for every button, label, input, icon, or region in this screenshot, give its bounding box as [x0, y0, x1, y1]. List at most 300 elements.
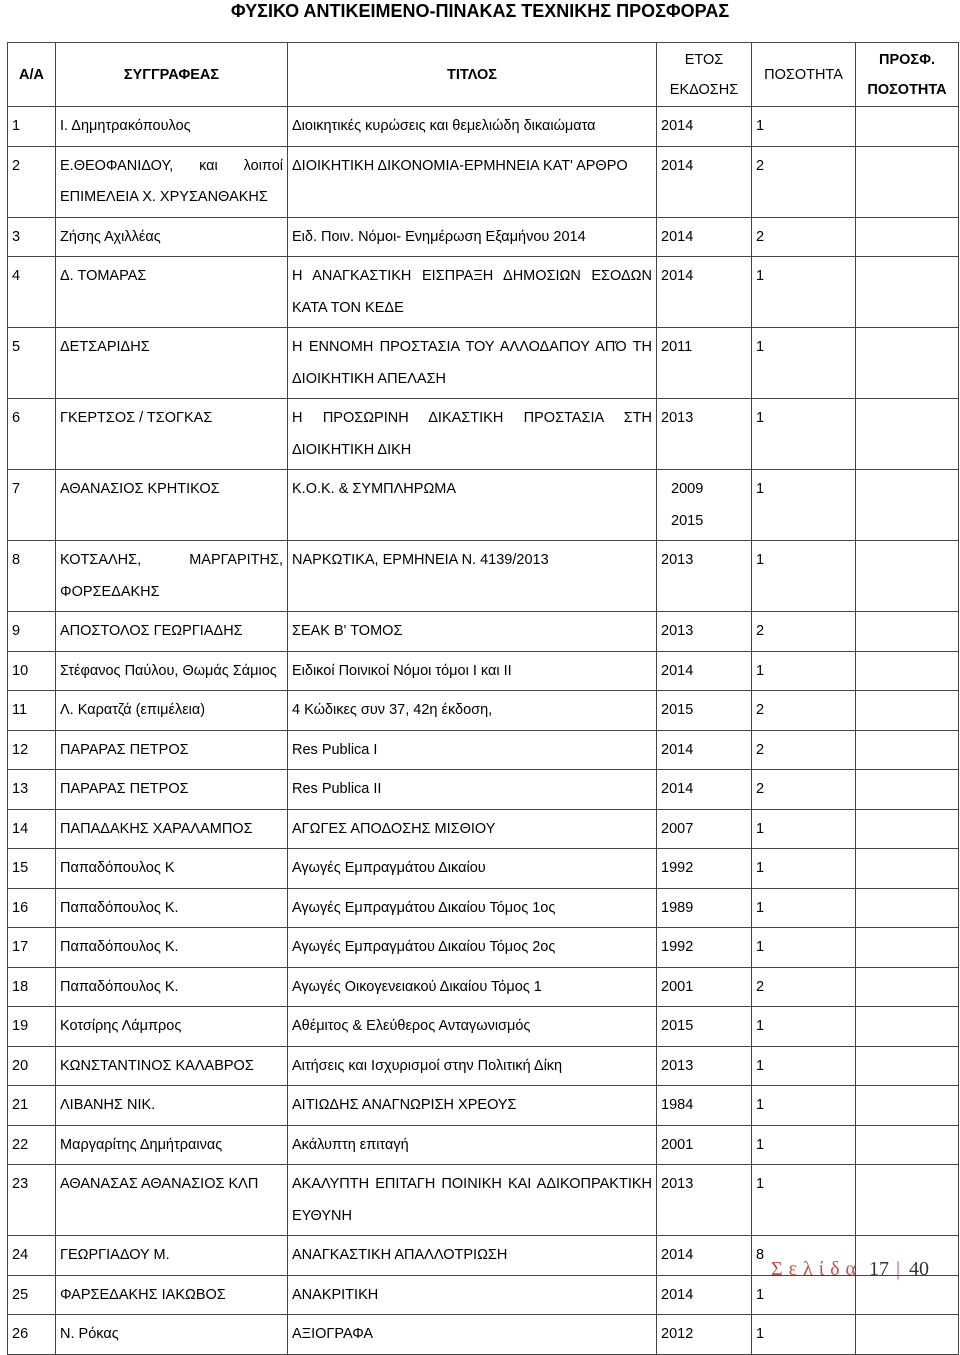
offer-quantity-cell: [856, 849, 959, 889]
year-cell: [657, 1315, 752, 1355]
row-number-cell: [8, 651, 56, 691]
row-number-cell: [8, 730, 56, 770]
title-cell: [288, 691, 657, 731]
quantity-cell-text: 1: [756, 552, 765, 568]
title-cell: [288, 1315, 657, 1355]
row-number-cell-text: 1: [12, 118, 21, 134]
author-cell: [56, 967, 288, 1007]
author-cell: [56, 107, 288, 147]
quantity-cell-text: 1: [756, 820, 765, 837]
quantity-cell-text: 2: [756, 702, 765, 718]
author-cell-text: ΚΩΝΣΤΑΝΤΙΝΟΣ ΚΑΛΑΒΡΟΣ: [60, 1057, 254, 1074]
row-number-cell: [8, 1086, 56, 1126]
title-cell-text: ΑΝΑΓΚΑΣΤΙΚΗ ΑΠΑΛΛΟΤΡΙΩΣΗ: [292, 1247, 508, 1263]
title-cell: [288, 107, 657, 147]
author-cell-text: Παπαδόπουλος Κ: [60, 860, 175, 876]
title-cell: [288, 1086, 657, 1126]
row-number-cell-text: 15: [12, 860, 29, 876]
title-cell-text: Αιτήσεις και Ισχυρισμοί στην Πολιτική Δίκη: [292, 1057, 563, 1074]
row-number-cell-text: 24: [12, 1247, 29, 1263]
row-number-cell: [8, 691, 56, 731]
year-cell-text: 1992: [661, 939, 694, 955]
year-cell: [657, 809, 752, 849]
table-row: [8, 651, 959, 691]
author-cell-text: ΚΟΤΣΑΛΗΣ, ΜΑΡΓΑΡΙΤΗΣ, ΦΟΡΣΕΔΑΚΗΣ: [60, 552, 283, 600]
quantity-cell: [752, 328, 856, 399]
table-row: [8, 1125, 959, 1165]
table-row: [8, 470, 959, 541]
author-cell: [56, 399, 288, 470]
year-cell-text: 2014: [661, 228, 694, 245]
year-cell: [657, 770, 752, 810]
quantity-cell: [752, 1165, 856, 1236]
title-cell: [288, 770, 657, 810]
quantity-cell: [752, 470, 856, 541]
quantity-cell-text: 1: [756, 1326, 765, 1342]
offer-quantity-cell: [856, 107, 959, 147]
title-cell-text: ΑΝΑΚΡΙΤΙΚΗ: [292, 1286, 379, 1303]
quantity-cell: [752, 770, 856, 810]
quantity-cell-text: 1: [756, 860, 765, 876]
author-cell: [56, 1046, 288, 1086]
author-cell: [56, 470, 288, 541]
quantity-cell-text: 1: [756, 899, 765, 916]
author-cell: [56, 730, 288, 770]
author-cell: [56, 257, 288, 328]
row-number-cell: [8, 1125, 56, 1165]
author-cell: [56, 770, 288, 810]
quantity-cell: [752, 691, 856, 731]
year-cell: [657, 146, 752, 217]
author-cell: [56, 612, 288, 652]
table-row: [8, 399, 959, 470]
author-cell-text: Στέφανος Παύλου, Θωμάς Σάμιος: [60, 662, 277, 679]
title-cell: [288, 1007, 657, 1047]
title-cell-text: Κ.Ο.Κ. & ΣΥΜΠΛΗΡΩΜΑ: [292, 481, 457, 497]
offer-quantity-cell: [856, 967, 959, 1007]
table-row: [8, 1046, 959, 1086]
table-header-row: [8, 43, 959, 107]
quantity-cell: [752, 612, 856, 652]
title-cell-text: Η ΑΝΑΓΚΑΣΤΙΚΗ ΕΙΣΠΡΑΞΗ ΔΗΜΟΣΙΩΝ ΕΣΟΔΩΝ ΚΑΤΑ ΤΟΝ ΚΕΔΕ: [292, 268, 652, 316]
year-cell-text: 2014: [661, 1247, 694, 1263]
title-cell-text: Αθέμιτος & Ελεύθερος Ανταγωνισμός: [292, 1018, 531, 1034]
table-row: [8, 967, 959, 1007]
title-cell-text: ΝΑΡΚΩΤΙΚΑ, ΕΡΜΗΝΕΙΑ Ν. 4139/2013: [292, 552, 549, 568]
author-cell-text: Ν. Ρόκας: [60, 1326, 119, 1342]
year-cell-text: 2001: [661, 978, 694, 995]
year-cell: [657, 257, 752, 328]
year-cell-text-2: 2015: [671, 512, 704, 529]
title-cell: [288, 541, 657, 612]
year-cell-text: 2013: [661, 623, 694, 639]
quantity-cell-text: 1: [756, 1176, 765, 1192]
year-cell: [657, 651, 752, 691]
author-cell: [56, 541, 288, 612]
header-year-line2: ΕΚΔΟΣΗΣ: [669, 81, 739, 98]
row-number-cell-text: 8: [12, 552, 21, 568]
author-cell-text: ΑΘΑΝΑΣΙΟΣ ΚΡΗΤΙΚΟΣ: [60, 481, 220, 497]
quantity-cell: [752, 217, 856, 257]
year-cell-text: 2014: [661, 118, 694, 134]
author-cell-text: Μαργαρίτης Δημήτραινας: [60, 1136, 223, 1153]
author-cell: [56, 691, 288, 731]
title-cell: [288, 612, 657, 652]
author-cell: [56, 928, 288, 968]
year-cell-text: 2007: [661, 820, 694, 837]
quantity-cell-text: 1: [756, 481, 765, 497]
table-row: [8, 849, 959, 889]
quantity-cell: [752, 928, 856, 968]
author-cell-text: ΠΑΡΑΡΑΣ ΠΕΤΡΟΣ: [60, 781, 189, 797]
offer-quantity-cell: [856, 146, 959, 217]
year-cell: [657, 1086, 752, 1126]
row-number-cell: [8, 1315, 56, 1355]
quantity-cell: [752, 1007, 856, 1047]
author-cell: [56, 328, 288, 399]
year-cell: [657, 730, 752, 770]
table-row: [8, 770, 959, 810]
row-number-cell-text: 3: [12, 228, 21, 245]
row-number-cell-text: 16: [12, 899, 29, 916]
quantity-cell-text: 1: [756, 118, 765, 134]
header-offer-qty: [856, 43, 959, 107]
page-number: 17: [869, 1258, 890, 1280]
row-number-cell-text: 9: [12, 623, 21, 639]
quantity-cell-text: 2: [756, 623, 765, 639]
title-cell-text: Res Publica II: [292, 781, 382, 797]
title-cell: [288, 1046, 657, 1086]
year-cell-text: 2001: [661, 1136, 694, 1153]
quantity-cell-text: 1: [756, 1136, 765, 1153]
year-cell-text: 2014: [661, 268, 694, 284]
row-number-cell-text: 21: [12, 1097, 29, 1113]
table-row: [8, 730, 959, 770]
quantity-cell-text: 1: [756, 1286, 765, 1303]
quantity-cell: [752, 967, 856, 1007]
year-cell-text: 2014: [661, 157, 694, 174]
quantity-cell: [752, 730, 856, 770]
quantity-cell: [752, 1125, 856, 1165]
year-cell-text: 1984: [661, 1097, 694, 1113]
offer-quantity-cell: [856, 612, 959, 652]
row-number-cell: [8, 257, 56, 328]
row-number-cell: [8, 967, 56, 1007]
year-cell-text: 2012: [661, 1326, 694, 1342]
row-number-cell-text: 25: [12, 1286, 29, 1303]
offer-quantity-cell: [856, 730, 959, 770]
author-cell-text: Ε.ΘΕΟΦΑΝΙΔΟΥ, και λοιποί ΕΠΙΜΕΛΕΙΑ Χ. ΧΡΥΣΑΝΘΑΚΗΣ: [60, 157, 283, 205]
author-cell-text: ΑΘΑΝΑΣΑΣ ΑΘΑΝΑΣΙΟΣ ΚΛΠ: [60, 1176, 259, 1192]
quantity-cell: [752, 849, 856, 889]
row-number-cell-text: 22: [12, 1136, 29, 1153]
row-number-cell: [8, 541, 56, 612]
quantity-cell: [752, 809, 856, 849]
header-offer-line2: ΠΟΣΟΤΗΤΑ: [867, 81, 947, 98]
author-cell-text: ΛΙΒΑΝΗΣ ΝΙΚ.: [60, 1097, 156, 1113]
year-cell-text: 2015: [661, 702, 694, 718]
offer-quantity-cell: [856, 651, 959, 691]
row-number-cell-text: 10: [12, 662, 29, 679]
row-number-cell: [8, 470, 56, 541]
year-cell: [657, 217, 752, 257]
row-number-cell: [8, 612, 56, 652]
title-cell: [288, 1125, 657, 1165]
table-row: [8, 691, 959, 731]
quantity-cell-text: 1: [756, 939, 765, 955]
author-cell: [56, 849, 288, 889]
row-number-cell: [8, 888, 56, 928]
quantity-cell-text: 1: [756, 1018, 765, 1034]
author-cell-text: ΦΑΡΣΕΔΑΚΗΣ ΙΑΚΩΒΟΣ: [60, 1286, 226, 1303]
quantity-cell-text: 2: [756, 741, 765, 758]
row-number-cell-text: 14: [12, 820, 29, 837]
offer-quantity-cell: [856, 691, 959, 731]
table-row: [8, 809, 959, 849]
year-cell-text: 2014: [661, 781, 694, 797]
title-cell: [288, 809, 657, 849]
author-cell: [56, 1236, 288, 1276]
page-separator: |: [889, 1258, 910, 1280]
title-cell-text: ΔΙΟΙΚΗΤΙΚΗ ΔΙΚΟΝΟΜΙΑ-ΕΡΜΗΝΕΙΑ ΚΑΤ' ΑΡΘΡΟ: [292, 157, 628, 174]
row-number-cell: [8, 770, 56, 810]
row-number-cell: [8, 1007, 56, 1047]
quantity-cell: [752, 399, 856, 470]
year-cell-text: 2014: [661, 662, 694, 679]
quantity-cell: [752, 651, 856, 691]
quantity-cell: [752, 1086, 856, 1126]
row-number-cell-text: 7: [12, 481, 21, 497]
author-cell: [56, 888, 288, 928]
year-cell-text: 2011: [661, 339, 693, 355]
year-cell-text: 2014: [661, 1286, 694, 1303]
title-cell: [288, 257, 657, 328]
row-number-cell-text: 19: [12, 1018, 29, 1034]
row-number-cell-text: 23: [12, 1176, 29, 1192]
title-cell: [288, 146, 657, 217]
table-row: [8, 1315, 959, 1355]
year-cell: [657, 1275, 752, 1315]
title-cell-text: Ειδικοί Ποινικοί Νόμοι τόμοι Ι και ΙΙ: [292, 662, 512, 679]
year-cell-text: 2015: [661, 1018, 694, 1034]
row-number-cell-text: 2: [12, 157, 21, 174]
offer-quantity-cell: [856, 541, 959, 612]
row-number-cell: [8, 1165, 56, 1236]
title-cell-text: 4 Κώδικες συν 37, 42η έκδοση,: [292, 702, 493, 718]
header-aa: Α/Α: [8, 43, 56, 107]
row-number-cell-text: 11: [12, 702, 28, 718]
header-year-line1: ΕΤΟΣ: [684, 51, 724, 68]
author-cell-text: Παπαδόπουλος Κ.: [60, 978, 179, 995]
quantity-cell-text: 2: [756, 781, 765, 797]
quantity-cell: [752, 107, 856, 147]
quantity-cell-text: 1: [756, 410, 765, 426]
year-cell-text: 2013: [661, 552, 694, 568]
author-cell: [56, 809, 288, 849]
offer-quantity-cell: [856, 770, 959, 810]
author-cell: [56, 651, 288, 691]
offer-quantity-cell: [856, 1125, 959, 1165]
author-cell-text: Ι. Δημητρακόπουλος: [60, 118, 191, 134]
year-cell-text: 2013: [661, 1176, 694, 1192]
title-cell-text: ΑΞΙΟΓΡΑΦΑ: [292, 1326, 374, 1342]
year-cell: [657, 967, 752, 1007]
offer-quantity-cell: [856, 888, 959, 928]
title-cell-text: Διοικητικές κυρώσεις και θεμελιώδη δικαιώματα: [292, 118, 596, 134]
title-cell: [288, 888, 657, 928]
row-number-cell-text: 6: [12, 410, 21, 426]
header-offer-line1: ΠΡΟΣΦ.: [878, 51, 936, 68]
author-cell: [56, 1125, 288, 1165]
title-cell: [288, 328, 657, 399]
row-number-cell-text: 26: [12, 1326, 29, 1342]
offer-quantity-cell: [856, 809, 959, 849]
table-row: [8, 612, 959, 652]
row-number-cell-text: 20: [12, 1057, 29, 1074]
document-title: ΦΥΣΙΚΟ ΑΝΤΙΚΕΙΜΕΝΟ-ΠΙΝΑΚΑΣ ΤΕΧΝΙΚΗΣ ΠΡΟΣΦΟΡΑΣ: [230, 1, 730, 21]
title-cell-text: Αγωγές Εμπραγμάτου Δικαίου Τόμος 2ος: [292, 939, 556, 955]
row-number-cell: [8, 809, 56, 849]
author-cell-text: Ζήσης Αχιλλέας: [60, 228, 161, 245]
offer-quantity-cell: [856, 1315, 959, 1355]
offer-quantity-cell: [856, 928, 959, 968]
author-cell-text: ΔΕΤΣΑΡΙΔΗΣ: [60, 339, 150, 355]
author-cell-text: ΓΕΩΡΓΙΑΔΟΥ Μ.: [60, 1247, 170, 1263]
offer-quantity-cell: [856, 328, 959, 399]
title-cell-text: Ακάλυπτη επιταγή: [292, 1136, 409, 1153]
year-cell: [657, 541, 752, 612]
row-number-cell: [8, 1046, 56, 1086]
table-row: [8, 888, 959, 928]
year-cell: [657, 849, 752, 889]
row-number-cell-text: 4: [12, 268, 21, 284]
table-row: [8, 1165, 959, 1236]
page-total: 40: [909, 1258, 930, 1280]
title-cell-text: Η ΠΡΟΣΩΡΙΝΗ ΔΙΚΑΣΤΙΚΗ ΠΡΟΣΤΑΣΙΑ ΣΤΗ ΔΙΟΙΚΗΤΙΚΗ ΔΙΚΗ: [292, 410, 652, 458]
year-cell: [657, 1125, 752, 1165]
quantity-cell-text: 1: [756, 339, 765, 355]
row-number-cell: [8, 217, 56, 257]
author-cell: [56, 1165, 288, 1236]
row-number-cell: [8, 399, 56, 470]
table-body: [8, 107, 959, 1355]
title-cell: [288, 730, 657, 770]
year-cell-text: 2014: [661, 741, 694, 758]
author-cell: [56, 217, 288, 257]
quantity-cell-text: 2: [756, 157, 765, 174]
table-row: [8, 541, 959, 612]
year-cell: [657, 888, 752, 928]
title-cell-text: ΑΓΩΓΕΣ ΑΠΟΔΟΣΗΣ ΜΙΣΘΙΟΥ: [292, 820, 496, 837]
year-cell-text: 2013: [661, 410, 694, 426]
author-cell-text: ΓΚΕΡΤΣΟΣ / ΤΣΟΓΚΑΣ: [60, 410, 213, 426]
row-number-cell: [8, 146, 56, 217]
year-cell: [657, 691, 752, 731]
title-cell-text: Η ΕΝΝΟΜΗ ΠΡΟΣΤΑΣΙΑ ΤΟΥ ΑΛΛΟΔΑΠΟΥ ΑΠΌ ΤΗ ΔΙΟΙΚΗΤΙΚΗ ΑΠΕΛΑΣΗ: [292, 339, 652, 387]
year-cell: [657, 1046, 752, 1086]
quantity-cell-text: 1: [756, 662, 765, 679]
title-cell-text: Αγωγές Εμπραγμάτου Δικαίου Τόμος 1ος: [292, 899, 556, 916]
row-number-cell: [8, 1236, 56, 1276]
author-cell-text: Παπαδόπουλος Κ.: [60, 899, 179, 916]
title-cell-text: ΣΕΑΚ Β' ΤΟΜΟΣ: [292, 623, 403, 639]
author-cell: [56, 1007, 288, 1047]
title-cell-text: Αγωγές Εμπραγμάτου Δικαίου: [292, 860, 486, 876]
quantity-cell: [752, 541, 856, 612]
title-cell: [288, 849, 657, 889]
year-cell: [657, 470, 752, 541]
author-cell-text: ΠΑΠΑΔΑΚΗΣ ΧΑΡΑΛΑΜΠΟΣ: [60, 820, 253, 837]
author-cell-text: Λ. Καρατζά (επιμέλεια): [60, 702, 206, 718]
author-cell-text: Παπαδόπουλος Κ.: [60, 939, 179, 955]
table-row: [8, 1086, 959, 1126]
title-cell: [288, 217, 657, 257]
offer-quantity-cell: [856, 399, 959, 470]
page-label: Σελίδα: [771, 1258, 863, 1280]
author-cell-text: ΑΠΟΣΤΟΛΟΣ ΓΕΩΡΓΙΑΔΗΣ: [60, 623, 243, 639]
year-cell-text: 1989: [661, 899, 694, 916]
table-row: [8, 146, 959, 217]
title-cell-text: ΑΙΤΙΩΔΗΣ ΑΝΑΓΝΩΡΙΣΗ ΧΡΕΟΥΣ: [292, 1097, 517, 1113]
table-row: [8, 217, 959, 257]
offer-quantity-cell: [856, 1165, 959, 1236]
year-cell: [657, 107, 752, 147]
quantity-cell: [752, 257, 856, 328]
quantity-cell-text: 1: [756, 1057, 765, 1074]
row-number-cell: [8, 849, 56, 889]
author-cell: [56, 1086, 288, 1126]
author-cell: [56, 1315, 288, 1355]
author-cell: [56, 1275, 288, 1315]
offer-quantity-cell: [856, 1007, 959, 1047]
row-number-cell: [8, 1275, 56, 1315]
title-cell-text: ΑΚΑΛΥΠΤΗ ΕΠΙΤΑΓΗ ΠΟΙΝΙΚΗ ΚΑΙ ΑΔΙΚΟΠΡΑΚΤΙΚΗ ΕΥΘΥΝΗ: [292, 1176, 652, 1224]
year-cell: [657, 1236, 752, 1276]
year-cell: [657, 328, 752, 399]
row-number-cell-text: 18: [12, 978, 29, 995]
offer-quantity-cell: [856, 217, 959, 257]
header-year: [657, 43, 752, 107]
row-number-cell: [8, 107, 56, 147]
quantity-cell-text: 1: [756, 268, 765, 284]
author-cell-text: Δ. ΤΟΜΑΡΑΣ: [60, 268, 147, 284]
title-cell: [288, 470, 657, 541]
year-cell: [657, 928, 752, 968]
title-cell: [288, 967, 657, 1007]
header-qty: ΠΟΣΟΤΗΤΑ: [752, 43, 856, 107]
quantity-cell: [752, 1315, 856, 1355]
title-cell: [288, 1275, 657, 1315]
author-cell-text: ΠΑΡΑΡΑΣ ΠΕΤΡΟΣ: [60, 741, 189, 758]
quantity-cell: [752, 146, 856, 217]
year-cell: [657, 612, 752, 652]
year-cell-text: 2013: [661, 1057, 694, 1074]
page-footer: [771, 1258, 929, 1281]
offer-quantity-cell: [856, 1086, 959, 1126]
title-cell-text: Res Publica I: [292, 741, 378, 758]
quantity-cell: [752, 1046, 856, 1086]
row-number-cell-text: 5: [12, 339, 21, 355]
table-row: [8, 328, 959, 399]
title-cell-text: Αγωγές Οικογενειακού Δικαίου Τόμος 1: [292, 978, 542, 995]
quantity-cell-text: 1: [756, 1097, 765, 1113]
offer-quantity-cell: [856, 470, 959, 541]
header-authors: ΣΥΓΓΡΑΦΕΑΣ: [56, 43, 288, 107]
quantity-cell: [752, 888, 856, 928]
quantity-cell-text: 8: [756, 1247, 765, 1263]
row-number-cell-text: 12: [12, 741, 29, 758]
table-row: [8, 1007, 959, 1047]
